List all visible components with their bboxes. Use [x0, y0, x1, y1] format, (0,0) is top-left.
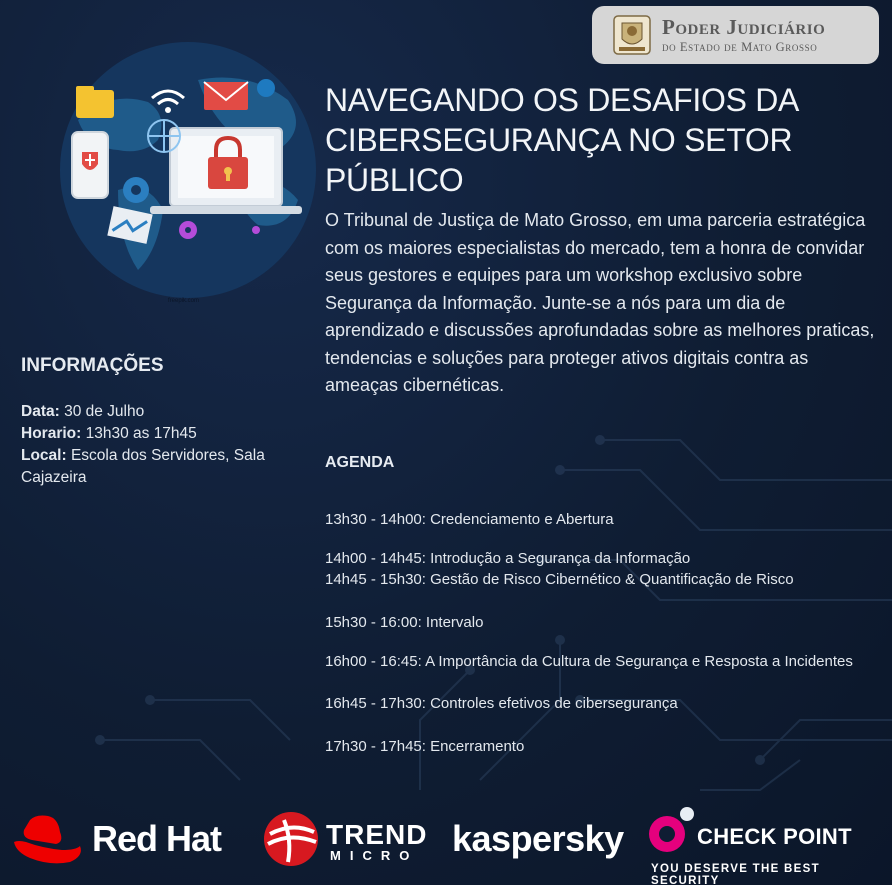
cybersecurity-laptop-lock-icon — [48, 40, 328, 315]
trend-micro-ball-icon — [262, 810, 320, 868]
intro-paragraph: O Tribunal de Justiça de Mato Grosso, em uma parceria estratégica com os maiores especialistas do mercado, tem a honra de convidar seus gestores e equipes para um workshop exclusivo sobre Segurança da Informação. Junte-se a nós para um dia de aprendizado e discussões aprofundadas sobre as melhores praticas, tendencias e soluções para proteger ativos digitais contra as ameaças cibernéticas. — [325, 210, 875, 395]
agenda-item: 16h00 - 16:45: A Importância da Cultura de Segurança e Resposta a Incidentes — [325, 653, 853, 670]
info-date — [21, 401, 281, 423]
agenda-item: 14h45 - 15h30: Gestão de Risco Cibernético & Quantificação de Risco — [325, 571, 794, 588]
info-heading: INFORMAÇÕES — [21, 355, 164, 376]
place-label: Local: — [21, 447, 67, 464]
agenda-item: 13h30 - 14h00: Credenciamento e Abertura — [325, 511, 614, 528]
redhat-logo-text: Red Hat — [92, 818, 222, 859]
redhat-hat-icon — [12, 812, 84, 868]
agenda-item: 14h00 - 14h45: Introdução a Segurança da Informação — [325, 550, 691, 567]
trend-logo-text: TREND — [326, 819, 428, 850]
info-place — [21, 445, 281, 489]
kaspersky-logo-text: kaspersky — [452, 818, 624, 859]
date-value: 30 de Julho — [59, 403, 145, 420]
institution-badge — [592, 6, 879, 64]
info-time — [21, 423, 281, 445]
coat-of-arms-icon — [610, 13, 654, 57]
checkpoint-logo-text: CHECK POINT — [697, 824, 852, 849]
date-label: Data: — [21, 403, 60, 420]
org-name: Poder Judiciário — [662, 15, 826, 39]
checkpoint-tagline: YOU DESERVE THE BEST SECURITY — [651, 863, 820, 885]
illustration-credit: freepik.com — [168, 298, 200, 304]
agenda-item: 17h30 - 17h45: Encerramento — [325, 738, 525, 755]
time-label: Horario: — [21, 425, 82, 442]
agenda-item: 16h45 - 17h30: Controles efetivos de cibersegurança — [325, 695, 678, 712]
sponsor-logos — [0, 800, 892, 885]
checkpoint-logo-icon — [645, 804, 697, 856]
time-value: 13h30 as 17h45 — [81, 425, 197, 442]
org-subtitle: do Estado de Mato Grosso — [662, 40, 818, 54]
agenda-heading: AGENDA — [325, 454, 395, 471]
place-value: Escola dos Servidores, Sala Cajazeira — [21, 447, 265, 486]
agenda-item: 15h30 - 16:00: Intervalo — [325, 614, 484, 631]
page-title: NAVEGANDO OS DESAFIOS DA CIBERSEGURANÇA NO SETOR PÚBLICO — [325, 82, 798, 198]
info-block — [21, 401, 281, 489]
trend-logo-subtext: MICRO — [330, 848, 419, 863]
